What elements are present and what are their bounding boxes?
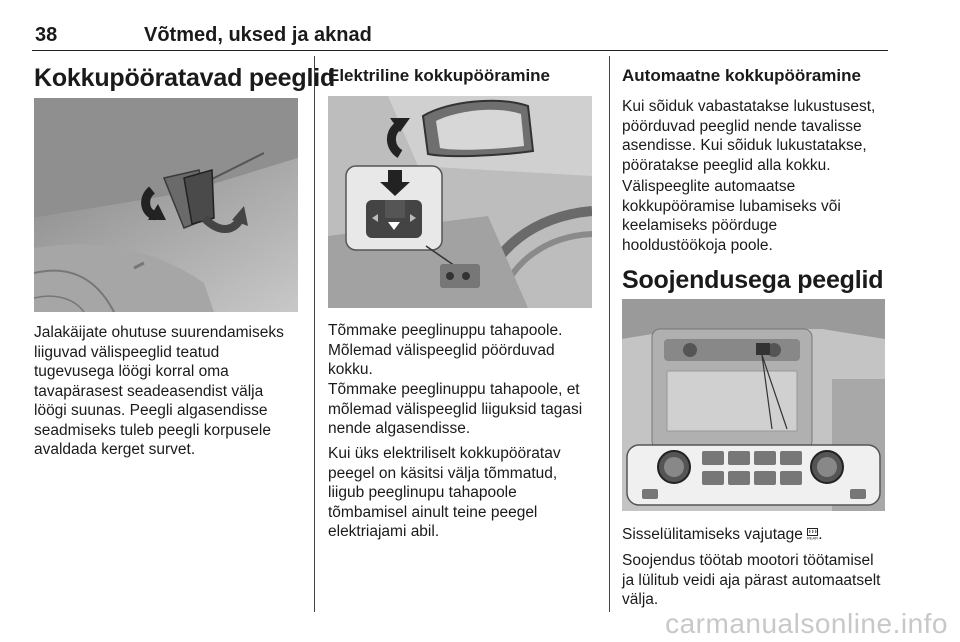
column-divider	[314, 56, 315, 612]
folding-mirror-illustration	[34, 98, 298, 312]
body-text: Kui sõiduk vabastatakse lukustusest, pöörduvad peeglid nende tavalisse asendisse. Kui sõiduk lukustatakse, pööratakse peeglid alla kokku.	[622, 98, 876, 174]
switch-instruction: Sisselülitamiseks vajutage	[622, 526, 808, 543]
column-divider	[609, 56, 610, 612]
body-text: Välispeeglite automaatse kokkupööramise lubamiseks või keelamiseks pöörduge hooldustöökoja poole.	[622, 178, 841, 254]
section-heading-folding-mirrors: Kokkupööratavad peeglid	[34, 64, 336, 92]
section-heading-auto-folding: Automaatne kokkupööramine	[622, 66, 861, 85]
watermark: carmanualsonline.info	[665, 608, 948, 639]
section-heading-heated-mirrors: Soojendusega peeglid	[622, 266, 884, 294]
body-text: Jalakäijate ohutuse suurendamiseks liiguvad välispeeglid teatud tugevusega löögi korral oma tavapärasest seadeasendist välja löögi suunas. Peegli algasendisse seadmiseks tuleb peegli korpusele avaldada kerget survet.	[34, 324, 284, 458]
page-number: 38	[35, 24, 58, 46]
chapter-title: Võtmed, uksed ja aknad	[144, 24, 372, 46]
svg-text:REAR: REAR	[807, 535, 819, 540]
rear-window-heater-icon	[807, 526, 818, 538]
heated-mirror-control-illustration	[622, 299, 885, 511]
mirror-switch-illustration	[328, 96, 592, 308]
switch-instruction-end: .	[818, 526, 823, 543]
body-text: Soojendus töötab mootori töötamisel ja lülitub veidi aja pärast automaatselt välja.	[622, 552, 881, 608]
section-heading-electric-folding: Elektriline kokkupööramine	[328, 66, 551, 85]
body-text: Kui üks elektriliselt kokkupööratav peegel on käsitsi välja tõmmatud, liigub peeglinupu tahapoole tõmbamisel ainult teine peegel elektriajami abil.	[328, 445, 561, 540]
body-text: Tõmmake peeglinuppu tahapoole. Mõlemad välispeeglid pöörduvad kokku.	[328, 322, 563, 378]
body-text: Tõmmake peeglinuppu tahapoole, et mõlemad välispeeglid liiguksid tagasi nende algasendisse.	[328, 381, 583, 437]
page-header	[32, 20, 888, 51]
body-text	[622, 525, 894, 545]
